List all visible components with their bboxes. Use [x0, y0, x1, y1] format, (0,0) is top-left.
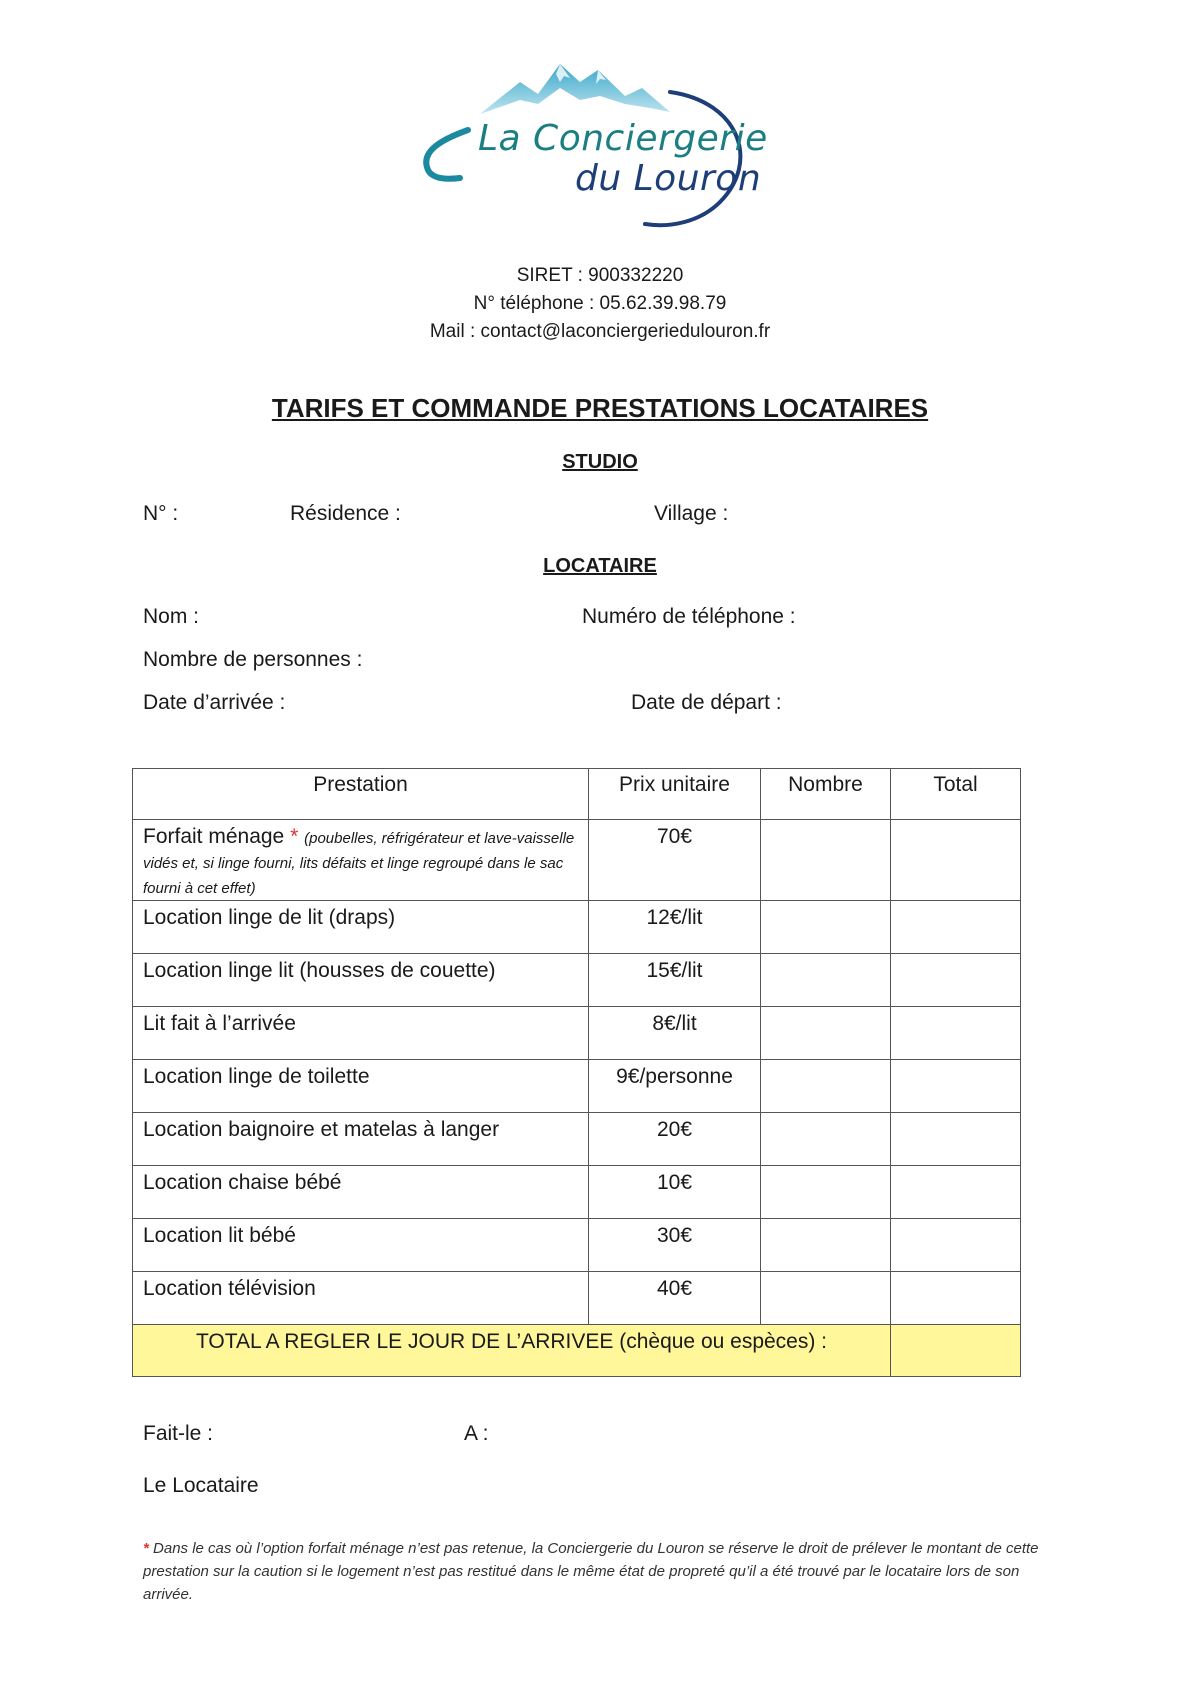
- header-prestation: Prestation: [133, 769, 589, 820]
- prestation-name: Location linge de lit (draps): [133, 901, 589, 954]
- nombre-cell[interactable]: [761, 1113, 891, 1166]
- table-row: [133, 1219, 1021, 1272]
- locataire-heading: LOCATAIRE: [543, 555, 657, 577]
- company-logo: [420, 52, 790, 232]
- total-cell[interactable]: [891, 1166, 1021, 1219]
- total-cell[interactable]: [891, 1007, 1021, 1060]
- prestation-name: Location baignoire et matelas à langer: [133, 1113, 589, 1166]
- logo-line1: La Conciergerie: [478, 118, 768, 159]
- total-row: [133, 1325, 1021, 1377]
- nombre-cell[interactable]: [761, 901, 891, 954]
- prestation-name: Location chaise bébé: [133, 1166, 589, 1219]
- fait-le-label: Fait-le :: [143, 1422, 214, 1445]
- forfait-note: (poubelles, réfrigérateur et lave-vaisselle vidés et, si linge fourni, lits défaits et linge regroupé dans le sac fourni à cet effet): [143, 830, 575, 897]
- nombre-cell[interactable]: [761, 1060, 891, 1113]
- table-row: [133, 1007, 1021, 1060]
- grand-total-cell[interactable]: [891, 1325, 1021, 1377]
- company-info: [0, 262, 1200, 346]
- total-cell[interactable]: [891, 954, 1021, 1007]
- company-phone: N° téléphone : 05.62.39.98.79: [473, 293, 727, 314]
- prestation-name: Forfait ménage: [143, 825, 285, 848]
- table-row: [133, 1060, 1021, 1113]
- total-cell[interactable]: [891, 1272, 1021, 1325]
- nombre-cell[interactable]: [761, 1007, 891, 1060]
- table-row: [133, 820, 1021, 901]
- price-cell: 30€: [589, 1219, 761, 1272]
- table-row: [133, 1166, 1021, 1219]
- footnote: [143, 1537, 1063, 1606]
- price-cell: 40€: [589, 1272, 761, 1325]
- residence-label: Résidence :: [290, 502, 401, 525]
- depart-label: Date de départ :: [631, 691, 782, 714]
- total-label: TOTAL A REGLER LE JOUR DE L’ARRIVEE (chèque ou espèces) :: [133, 1325, 891, 1377]
- header-prix: Prix unitaire: [589, 769, 761, 820]
- logo-line2: du Louron: [575, 158, 762, 199]
- nom-label: Nom :: [143, 605, 200, 628]
- studio-heading: STUDIO: [562, 451, 638, 473]
- siret: SIRET : 900332220: [516, 265, 684, 286]
- lieu-label: A :: [464, 1422, 489, 1445]
- nombre-cell[interactable]: [761, 1272, 891, 1325]
- price-cell: 15€/lit: [589, 954, 761, 1007]
- price-cell: 9€/personne: [589, 1060, 761, 1113]
- page-title: TARIFS ET COMMANDE PRESTATIONS LOCATAIRES: [271, 393, 929, 423]
- footnote-text: Dans le cas où l’option forfait ménage n’est pas retenue, la Conciergerie du Louron se réserve le droit de prélever le montant de cette prestation sur la caution si le logement n’est pas restitué dans le même état de propreté qu’il a été trouvé par le locataire lors de son arrivée.: [143, 1540, 1039, 1603]
- telephone-label: Numéro de téléphone :: [582, 605, 796, 628]
- total-cell[interactable]: [891, 1219, 1021, 1272]
- price-cell: 10€: [589, 1166, 761, 1219]
- nombre-cell[interactable]: [761, 954, 891, 1007]
- nombre-cell[interactable]: [761, 1166, 891, 1219]
- total-cell[interactable]: [891, 901, 1021, 954]
- prestation-name: Location linge lit (housses de couette): [133, 954, 589, 1007]
- table-row: [133, 901, 1021, 954]
- footnote-asterisk: *: [143, 1540, 149, 1557]
- personnes-label: Nombre de personnes :: [143, 648, 363, 671]
- price-cell: 20€: [589, 1113, 761, 1166]
- village-label: Village :: [654, 502, 729, 525]
- prestation-name: Location linge de toilette: [133, 1060, 589, 1113]
- total-cell[interactable]: [891, 820, 1021, 901]
- numero-label: N° :: [143, 502, 179, 525]
- company-mail: Mail : contact@laconciergeriedulouron.fr: [429, 321, 771, 342]
- table-row: [133, 954, 1021, 1007]
- prestation-name: Location télévision: [133, 1272, 589, 1325]
- table-row: [133, 1113, 1021, 1166]
- price-cell: 12€/lit: [589, 901, 761, 954]
- header-total: Total: [891, 769, 1021, 820]
- price-cell: 70€: [589, 820, 761, 901]
- arrivee-label: Date d’arrivée :: [143, 691, 286, 714]
- total-cell[interactable]: [891, 1060, 1021, 1113]
- services-table: [132, 768, 1021, 1377]
- price-cell: 8€/lit: [589, 1007, 761, 1060]
- prestation-cell: [133, 820, 589, 901]
- header-nombre: Nombre: [761, 769, 891, 820]
- prestation-name: Location lit bébé: [133, 1219, 589, 1272]
- table-row: [133, 1272, 1021, 1325]
- prestation-name: Lit fait à l’arrivée: [133, 1007, 589, 1060]
- nombre-cell[interactable]: [761, 820, 891, 901]
- total-cell[interactable]: [891, 1113, 1021, 1166]
- signature-locataire: Le Locataire: [143, 1474, 259, 1497]
- nombre-cell[interactable]: [761, 1219, 891, 1272]
- asterisk-mark: *: [290, 825, 299, 848]
